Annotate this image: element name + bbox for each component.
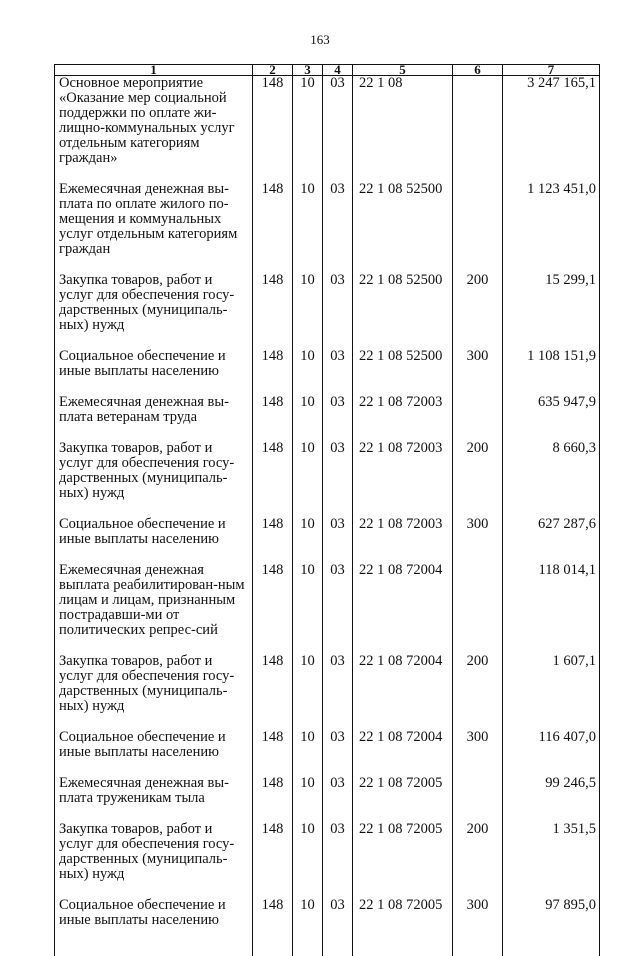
spacer-cell — [453, 501, 503, 517]
spacer-cell — [323, 501, 353, 517]
table-row — [55, 182, 600, 257]
amount-cell: 99 246,5 — [503, 776, 600, 806]
page-number: 163 — [0, 32, 640, 48]
item-name-cell: Закупка товаров, работ и услуг для обеспечения госу-дарственных (муниципаль-ных) нужд — [55, 822, 253, 882]
spacer-cell — [293, 333, 323, 349]
section-code-cell: 10 — [293, 654, 323, 714]
spacer-cell — [293, 806, 323, 822]
target-article-code-cell: 22 1 08 — [353, 76, 453, 167]
column-header-5: 5 — [353, 65, 453, 76]
spacer-cell — [353, 882, 453, 898]
column-header-3: 3 — [293, 65, 323, 76]
spacer-cell — [453, 638, 503, 654]
subsection-code-cell: 03 — [323, 517, 353, 547]
column-header-7: 7 — [503, 65, 600, 76]
subsection-code-cell: 03 — [323, 654, 353, 714]
item-name-cell: Социальное обеспечение и иные выплаты населению — [55, 517, 253, 547]
spacer-cell — [293, 714, 323, 730]
amount-cell: 635 947,9 — [503, 395, 600, 425]
section-code-cell: 10 — [293, 441, 323, 501]
item-name-cell: Ежемесячная денежная вы-плата труженикам тыла — [55, 776, 253, 806]
target-article-code-cell: 22 1 08 72005 — [353, 822, 453, 882]
amount-cell: 1 607,1 — [503, 654, 600, 714]
row-spacer — [55, 425, 600, 441]
spacer-cell — [453, 928, 503, 956]
table-row — [55, 776, 600, 806]
amount-cell: 15 299,1 — [503, 273, 600, 333]
spacer-cell — [293, 166, 323, 182]
spacer-cell — [353, 379, 453, 395]
table-row — [55, 517, 600, 547]
ministry-code-cell: 148 — [253, 898, 293, 928]
amount-cell: 1 123 451,0 — [503, 182, 600, 257]
spacer-cell — [353, 333, 453, 349]
subsection-code-cell: 03 — [323, 563, 353, 638]
ministry-code-cell: 148 — [253, 776, 293, 806]
item-name-cell: Социальное обеспечение и иные выплаты населению — [55, 898, 253, 928]
target-article-code-cell: 22 1 08 52500 — [353, 349, 453, 379]
section-code-cell: 10 — [293, 730, 323, 760]
ministry-code-cell: 148 — [253, 441, 293, 501]
spacer-cell — [503, 806, 600, 822]
ministry-code-cell: 148 — [253, 395, 293, 425]
expense-type-code-cell — [453, 395, 503, 425]
spacer-cell — [55, 166, 253, 182]
row-spacer — [55, 379, 600, 395]
spacer-cell — [353, 257, 453, 273]
section-code-cell: 10 — [293, 273, 323, 333]
spacer-cell — [323, 547, 353, 563]
row-spacer — [55, 501, 600, 517]
ministry-code-cell: 148 — [253, 182, 293, 257]
amount-cell: 116 407,0 — [503, 730, 600, 760]
subsection-code-cell: 03 — [323, 898, 353, 928]
spacer-cell — [503, 333, 600, 349]
spacer-cell — [253, 425, 293, 441]
section-code-cell: 10 — [293, 182, 323, 257]
item-name-cell: Социальное обеспечение и иные выплаты населению — [55, 349, 253, 379]
spacer-cell — [253, 760, 293, 776]
row-spacer — [55, 806, 600, 822]
spacer-cell — [453, 425, 503, 441]
section-code-cell: 10 — [293, 395, 323, 425]
table-body — [55, 76, 600, 956]
spacer-cell — [353, 928, 453, 956]
item-name-cell: Ежемесячная денежная выплата реабилитирован-ным лицам и лицам, признанным пострадавши-ми от политических репрес-сий — [55, 563, 253, 638]
expense-type-code-cell: 300 — [453, 730, 503, 760]
expense-type-code-cell — [453, 776, 503, 806]
ministry-code-cell: 148 — [253, 654, 293, 714]
spacer-cell — [55, 882, 253, 898]
item-name-cell: Ежемесячная денежная вы-плата ветеранам труда — [55, 395, 253, 425]
spacer-cell — [353, 166, 453, 182]
section-code-cell: 10 — [293, 517, 323, 547]
spacer-cell — [253, 166, 293, 182]
spacer-cell — [353, 760, 453, 776]
expense-type-code-cell: 200 — [453, 441, 503, 501]
spacer-cell — [453, 714, 503, 730]
expense-type-code-cell: 300 — [453, 349, 503, 379]
budget-table — [54, 64, 600, 956]
amount-cell: 1 108 151,9 — [503, 349, 600, 379]
spacer-cell — [453, 257, 503, 273]
spacer-cell — [353, 501, 453, 517]
spacer-cell — [293, 257, 323, 273]
ministry-code-cell: 148 — [253, 563, 293, 638]
spacer-cell — [253, 928, 293, 956]
header-row — [55, 65, 600, 76]
subsection-code-cell: 03 — [323, 395, 353, 425]
spacer-cell — [353, 714, 453, 730]
spacer-cell — [55, 257, 253, 273]
spacer-cell — [453, 882, 503, 898]
spacer-cell — [253, 257, 293, 273]
spacer-cell — [503, 425, 600, 441]
spacer-cell — [353, 425, 453, 441]
subsection-code-cell: 03 — [323, 822, 353, 882]
section-code-cell: 10 — [293, 776, 323, 806]
row-spacer — [55, 714, 600, 730]
ministry-code-cell: 148 — [253, 349, 293, 379]
spacer-cell — [323, 806, 353, 822]
spacer-cell — [293, 638, 323, 654]
table-row — [55, 822, 600, 882]
spacer-cell — [55, 760, 253, 776]
spacer-cell — [55, 714, 253, 730]
expense-type-code-cell: 300 — [453, 517, 503, 547]
subsection-code-cell: 03 — [323, 441, 353, 501]
spacer-cell — [293, 547, 323, 563]
ministry-code-cell: 148 — [253, 822, 293, 882]
section-code-cell: 10 — [293, 822, 323, 882]
spacer-cell — [453, 333, 503, 349]
spacer-cell — [293, 379, 323, 395]
subsection-code-cell: 03 — [323, 76, 353, 167]
spacer-cell — [503, 547, 600, 563]
spacer-cell — [253, 882, 293, 898]
spacer-cell — [253, 638, 293, 654]
subsection-code-cell: 03 — [323, 730, 353, 760]
column-header-1: 1 — [55, 65, 253, 76]
subsection-code-cell: 03 — [323, 776, 353, 806]
target-article-code-cell: 22 1 08 72004 — [353, 730, 453, 760]
spacer-cell — [323, 928, 353, 956]
target-article-code-cell: 22 1 08 72005 — [353, 898, 453, 928]
row-spacer — [55, 882, 600, 898]
spacer-cell — [253, 806, 293, 822]
target-article-code-cell: 22 1 08 72005 — [353, 776, 453, 806]
table-row — [55, 654, 600, 714]
spacer-cell — [323, 760, 353, 776]
item-name-cell: Ежемесячная денежная вы-плата по оплате жилого по-мещения и коммунальных услуг отдельным категориям граждан — [55, 182, 253, 257]
target-article-code-cell: 22 1 08 52500 — [353, 273, 453, 333]
column-header-4: 4 — [323, 65, 353, 76]
expense-type-code-cell: 200 — [453, 273, 503, 333]
ministry-code-cell: 148 — [253, 517, 293, 547]
subsection-code-cell: 03 — [323, 273, 353, 333]
spacer-cell — [55, 333, 253, 349]
spacer-cell — [503, 638, 600, 654]
row-spacer — [55, 928, 600, 956]
item-name-cell: Социальное обеспечение и иные выплаты населению — [55, 730, 253, 760]
item-name-cell: Закупка товаров, работ и услуг для обеспечения госу-дарственных (муниципаль-ных) нужд — [55, 273, 253, 333]
table-row — [55, 898, 600, 928]
table-header — [55, 65, 600, 76]
target-article-code-cell: 22 1 08 72004 — [353, 563, 453, 638]
spacer-cell — [453, 379, 503, 395]
spacer-cell — [503, 882, 600, 898]
spacer-cell — [453, 806, 503, 822]
expense-type-code-cell — [453, 563, 503, 638]
row-spacer — [55, 547, 600, 563]
table-row — [55, 395, 600, 425]
amount-cell: 97 895,0 — [503, 898, 600, 928]
subsection-code-cell: 03 — [323, 349, 353, 379]
expense-type-code-cell: 300 — [453, 898, 503, 928]
spacer-cell — [503, 928, 600, 956]
expense-type-code-cell: 200 — [453, 654, 503, 714]
spacer-cell — [323, 638, 353, 654]
ministry-code-cell: 148 — [253, 76, 293, 167]
spacer-cell — [253, 333, 293, 349]
target-article-code-cell: 22 1 08 72003 — [353, 441, 453, 501]
spacer-cell — [453, 547, 503, 563]
expense-type-code-cell: 200 — [453, 822, 503, 882]
spacer-cell — [293, 928, 323, 956]
spacer-cell — [55, 379, 253, 395]
spacer-cell — [503, 379, 600, 395]
table-row — [55, 349, 600, 379]
ministry-code-cell: 148 — [253, 273, 293, 333]
row-spacer — [55, 166, 600, 182]
spacer-cell — [453, 760, 503, 776]
spacer-cell — [293, 760, 323, 776]
expense-type-code-cell — [453, 182, 503, 257]
spacer-cell — [55, 928, 253, 956]
spacer-cell — [503, 760, 600, 776]
spacer-cell — [323, 379, 353, 395]
target-article-code-cell: 22 1 08 72004 — [353, 654, 453, 714]
table-row — [55, 441, 600, 501]
spacer-cell — [353, 806, 453, 822]
spacer-cell — [503, 257, 600, 273]
section-code-cell: 10 — [293, 563, 323, 638]
table-row — [55, 273, 600, 333]
spacer-cell — [503, 501, 600, 517]
target-article-code-cell: 22 1 08 72003 — [353, 395, 453, 425]
amount-cell: 8 660,3 — [503, 441, 600, 501]
spacer-cell — [323, 333, 353, 349]
spacer-cell — [293, 425, 323, 441]
spacer-cell — [253, 379, 293, 395]
row-spacer — [55, 760, 600, 776]
spacer-cell — [55, 638, 253, 654]
spacer-cell — [253, 501, 293, 517]
column-header-6: 6 — [453, 65, 503, 76]
spacer-cell — [55, 547, 253, 563]
ministry-code-cell: 148 — [253, 730, 293, 760]
spacer-cell — [353, 547, 453, 563]
column-header-2: 2 — [253, 65, 293, 76]
table-row — [55, 76, 600, 167]
spacer-cell — [323, 714, 353, 730]
row-spacer — [55, 333, 600, 349]
spacer-cell — [55, 806, 253, 822]
spacer-cell — [55, 501, 253, 517]
amount-cell: 1 351,5 — [503, 822, 600, 882]
spacer-cell — [55, 425, 253, 441]
target-article-code-cell: 22 1 08 52500 — [353, 182, 453, 257]
spacer-cell — [503, 714, 600, 730]
section-code-cell: 10 — [293, 898, 323, 928]
spacer-cell — [253, 547, 293, 563]
table-row — [55, 730, 600, 760]
amount-cell: 627 287,6 — [503, 517, 600, 547]
spacer-cell — [253, 714, 293, 730]
section-code-cell: 10 — [293, 76, 323, 167]
spacer-cell — [353, 638, 453, 654]
spacer-cell — [293, 501, 323, 517]
subsection-code-cell: 03 — [323, 182, 353, 257]
item-name-cell: Основное мероприятие «Оказание мер социальной поддержки по оплате жи-лищно-коммунальных услуг отдельным категориям граждан» — [55, 76, 253, 167]
expense-type-code-cell — [453, 76, 503, 167]
amount-cell: 118 014,1 — [503, 563, 600, 638]
item-name-cell: Закупка товаров, работ и услуг для обеспечения госу-дарственных (муниципаль-ных) нужд — [55, 441, 253, 501]
spacer-cell — [323, 166, 353, 182]
target-article-code-cell: 22 1 08 72003 — [353, 517, 453, 547]
amount-cell: 3 247 165,1 — [503, 76, 600, 167]
spacer-cell — [503, 166, 600, 182]
spacer-cell — [323, 425, 353, 441]
spacer-cell — [293, 882, 323, 898]
spacer-cell — [453, 166, 503, 182]
section-code-cell: 10 — [293, 349, 323, 379]
item-name-cell: Закупка товаров, работ и услуг для обеспечения госу-дарственных (муниципаль-ных) нужд — [55, 654, 253, 714]
spacer-cell — [323, 257, 353, 273]
table-row — [55, 563, 600, 638]
spacer-cell — [323, 882, 353, 898]
row-spacer — [55, 638, 600, 654]
row-spacer — [55, 257, 600, 273]
